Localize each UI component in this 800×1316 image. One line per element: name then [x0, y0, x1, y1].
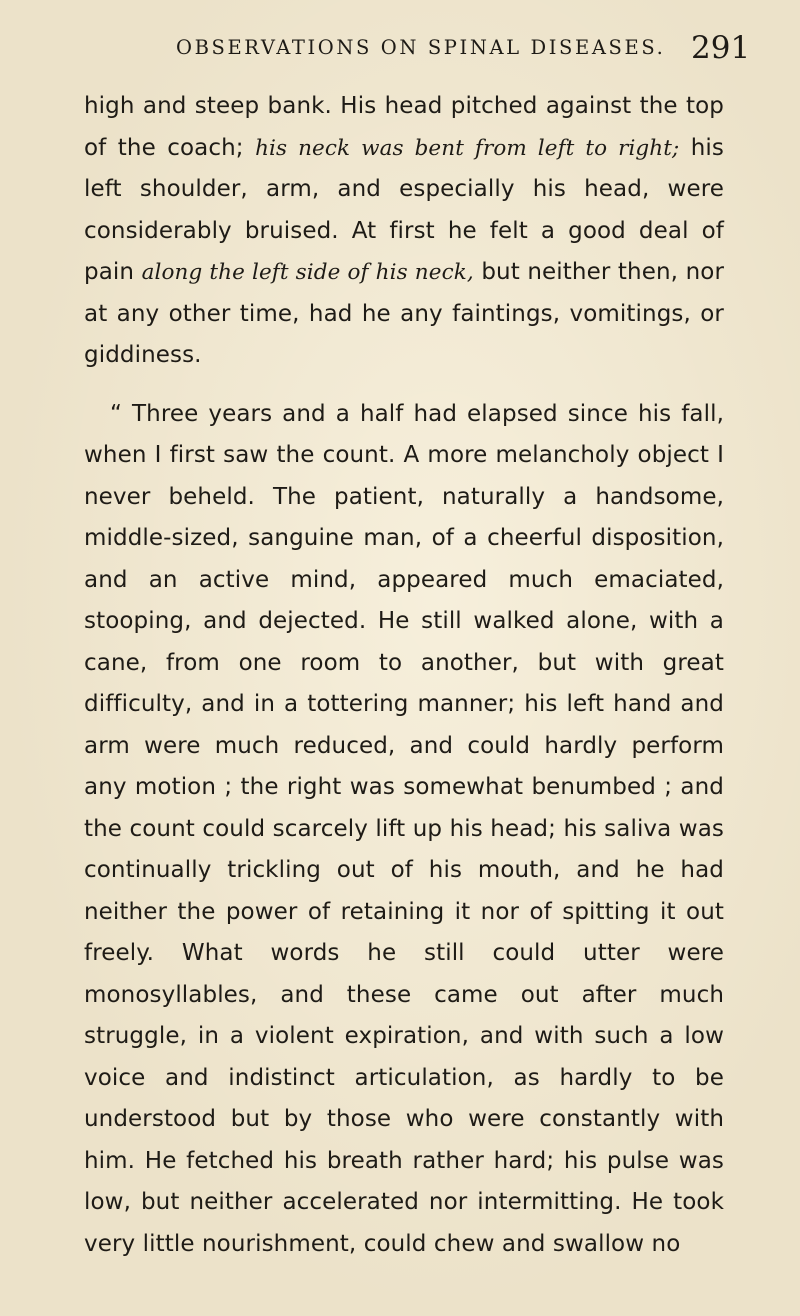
body-text — [84, 86, 724, 1265]
header-title: OBSERVATIONS ON SPINAL DISEASES. — [176, 36, 666, 59]
paragraph-1-text-b: his left shoulder, arm, and especially his head, were considerably bruised. At first he felt a good deal of pain — [84, 134, 725, 285]
paragraph-1 — [84, 86, 724, 377]
paragraph-2: “ Three years and a half had elapsed since his fall, when I first saw the count. A more melancholy object I never beheld. The patient, naturally a handsome, middle-sized, sanguine man, of a cheerful disposition, and an active mind, appeared much emaciated, stooping, and dejected. He still walked alone, with a cane, from one room to another, but with great difficulty, and in a tottering manner; his left hand and arm were much reduced, and could hardly perform any motion ; the right was somewhat benumbed ; and the count could scarcely lift up his head; his saliva was continually trickling out of his mouth, and he had neither the power of retaining it nor of spitting it out freely. What words he still could utter were monosyllables, and these came out after much struggle, in a violent expiration, and with such a low voice and indistinct articulation, as hardly to be understood but by those who were constantly with him. He fetched his breath rather hard; his pulse was low, but neither accelerated nor intermitting. He took very little nourishment, could chew and swallow no — [84, 400, 724, 1257]
paragraph-1-text-c: but neither then, nor at any other time, had he any faintings, vomitings, or giddiness. — [84, 259, 724, 368]
paragraph-1-text-a: high and steep bank. His head pitched against the top of the coach; — [84, 93, 724, 161]
paragraph-1-italic-a: his neck was bent from left to right; — [255, 135, 680, 161]
paragraph-1-italic-b: along the left side of his neck, — [141, 260, 474, 285]
running-header — [0, 30, 800, 74]
page-number: 291 — [691, 30, 751, 66]
